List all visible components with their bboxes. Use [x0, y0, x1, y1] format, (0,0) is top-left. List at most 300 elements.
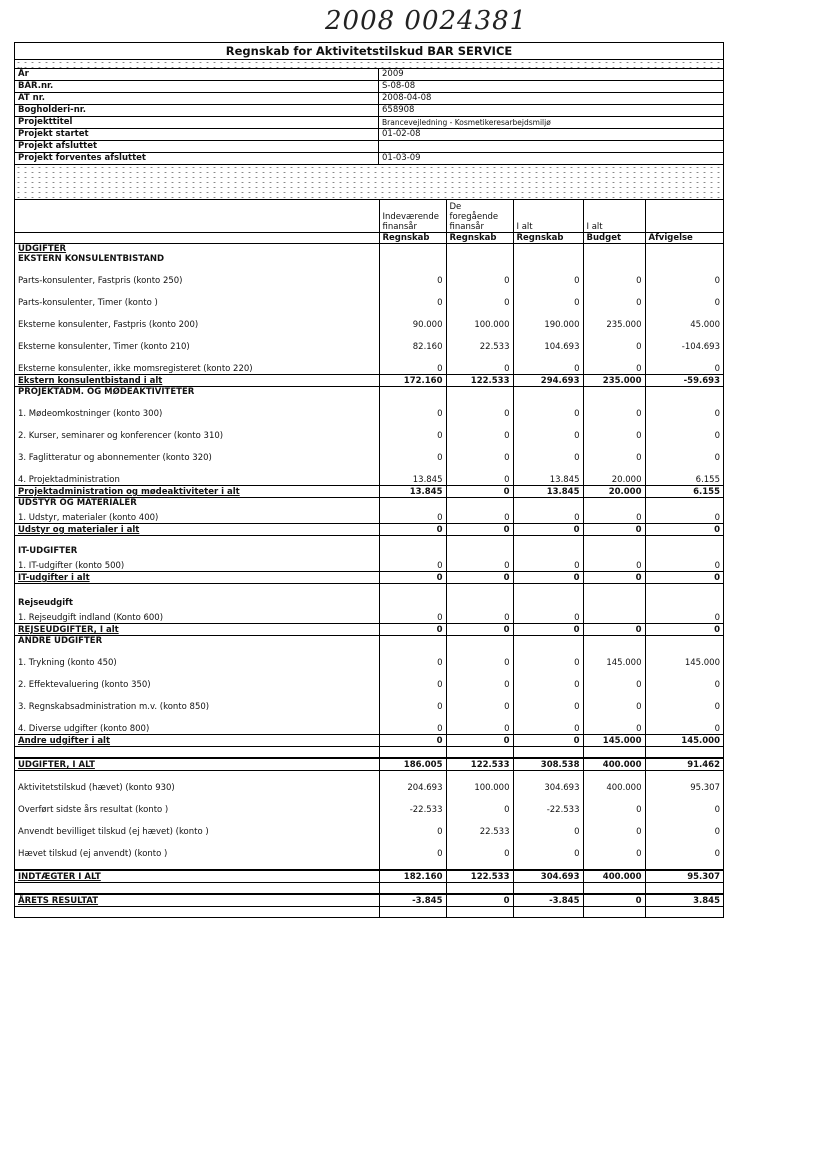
amount-cell: 0 — [645, 419, 723, 441]
amount-cell: 0 — [645, 264, 723, 286]
total-row — [15, 486, 723, 498]
handwritten-number: 2008 0024381 — [325, 6, 528, 36]
row-label: Aktivitetstilskud (hævet) (konto 930) — [18, 783, 175, 793]
amount-cell — [513, 883, 583, 895]
info-row — [15, 153, 723, 165]
amount-cell: 22.533 — [446, 330, 513, 352]
amount-cell: 0 — [446, 264, 513, 286]
amount-cell: -59.693 — [645, 375, 723, 387]
row-label — [15, 883, 379, 895]
scan-noise-band — [15, 165, 723, 200]
row-label: UDSTYR OG MATERIALER — [18, 498, 137, 508]
amount-cell: 104.693 — [513, 330, 583, 352]
amount-cell: 0 — [446, 572, 513, 584]
amount-cell — [379, 387, 446, 398]
row-label: Hævet tilskud (ej anvendt) (konto ) — [18, 849, 168, 859]
amount-cell — [379, 636, 446, 647]
amount-cell: 91.462 — [645, 758, 723, 771]
amount-cell: 0 — [645, 793, 723, 815]
amount-cell — [446, 883, 513, 895]
amount-cell: 0 — [583, 894, 645, 907]
amount-cell: 13.845 — [513, 486, 583, 498]
amount-cell: 0 — [379, 646, 446, 668]
amount-cell — [379, 546, 446, 556]
line-item-row — [15, 330, 723, 352]
amount-cell: 0 — [446, 608, 513, 624]
amount-cell: 0 — [645, 286, 723, 308]
section-heading-row — [15, 598, 723, 608]
amount-cell: 0 — [446, 524, 513, 536]
amount-cell: 0 — [583, 668, 645, 690]
info-label: Projekt forventes afsluttet — [15, 153, 379, 164]
amount-cell — [583, 584, 645, 599]
amount-cell — [645, 254, 723, 264]
line-item-row — [15, 556, 723, 572]
total-row — [15, 894, 723, 907]
row-label: 4. Projektadministration — [18, 475, 120, 485]
subheader-afvigelse: Afvigelse — [645, 233, 723, 244]
row-label: Parts-konsulenter, Fastpris (konto 250) — [18, 276, 183, 286]
amount-cell — [645, 536, 723, 547]
row-label: IT-UDGIFTER — [18, 546, 78, 556]
amount-cell: 0 — [379, 524, 446, 536]
amount-cell — [446, 636, 513, 647]
amount-cell: 0 — [645, 508, 723, 524]
header-blank — [15, 200, 379, 233]
row-label: 1. IT-udgifter (konto 500) — [18, 561, 125, 571]
amount-cell: 22.533 — [446, 815, 513, 837]
amount-cell: 0 — [379, 419, 446, 441]
amount-cell: 122.533 — [446, 758, 513, 771]
amount-cell: 0 — [513, 837, 583, 859]
amount-cell: -22.533 — [379, 793, 446, 815]
amount-cell: 0 — [513, 690, 583, 712]
amount-cell — [645, 636, 723, 647]
line-item-row — [15, 668, 723, 690]
amount-cell: 400.000 — [583, 758, 645, 771]
amount-cell — [446, 254, 513, 264]
column-header-row — [15, 200, 723, 233]
info-label: Projekttitel — [15, 117, 379, 128]
section-heading-row — [15, 498, 723, 509]
amount-cell: 0 — [379, 815, 446, 837]
amount-cell: 0 — [379, 572, 446, 584]
amount-cell: 0 — [645, 624, 723, 636]
row-label: Udstyr og materialer i alt — [15, 524, 379, 536]
amount-cell: -22.533 — [513, 793, 583, 815]
amount-cell: 0 — [583, 441, 645, 463]
amount-cell — [446, 546, 513, 556]
info-label: Bogholderi-nr. — [15, 105, 379, 116]
amount-cell — [583, 747, 645, 759]
amount-cell — [379, 498, 446, 509]
amount-cell: -3.845 — [513, 894, 583, 907]
amount-cell: 0 — [645, 608, 723, 624]
amount-cell: 190.000 — [513, 308, 583, 330]
row-label — [15, 584, 379, 599]
amount-cell — [583, 546, 645, 556]
col-header-deviation — [645, 200, 723, 233]
amount-cell — [446, 536, 513, 547]
total-row — [15, 572, 723, 584]
amount-cell: 0 — [513, 668, 583, 690]
row-label: 3. Faglitteratur og abonnementer (konto 320) — [18, 453, 212, 463]
section-heading-row — [15, 546, 723, 556]
total-row — [15, 870, 723, 883]
line-item-row — [15, 690, 723, 712]
amount-cell: 0 — [645, 397, 723, 419]
amount-cell — [513, 498, 583, 509]
amount-cell: 0 — [513, 352, 583, 375]
amount-cell: 0 — [379, 668, 446, 690]
row-label: IT-udgifter i alt — [15, 572, 379, 584]
total-row — [15, 524, 723, 536]
amount-cell: 0 — [513, 286, 583, 308]
col-header-current-year: Indeværende finansår — [379, 200, 446, 233]
amount-cell: 0 — [446, 397, 513, 419]
amount-cell: 0 — [583, 815, 645, 837]
amount-cell — [379, 536, 446, 547]
amount-cell — [513, 536, 583, 547]
amount-cell: 204.693 — [379, 771, 446, 794]
total-row — [15, 375, 723, 387]
amount-cell: 0 — [583, 837, 645, 859]
amount-cell: 0 — [645, 668, 723, 690]
row-label: Projektadministration og mødeaktiviteter i alt — [15, 486, 379, 498]
amount-cell — [645, 244, 723, 255]
amount-cell: 0 — [379, 397, 446, 419]
amount-cell: 0 — [583, 397, 645, 419]
row-label: Overført sidste års resultat (konto ) — [18, 805, 169, 815]
amount-cell: 0 — [583, 264, 645, 286]
amount-cell: 304.693 — [513, 771, 583, 794]
spacer-row — [15, 859, 723, 870]
amount-cell — [379, 598, 446, 608]
amount-cell: 304.693 — [513, 870, 583, 883]
row-label: 1. Udstyr, materialer (konto 400) — [18, 513, 159, 523]
info-label: AT nr. — [15, 93, 379, 104]
info-value: 01-03-09 — [382, 153, 421, 163]
line-item-row — [15, 286, 723, 308]
amount-cell: 122.533 — [446, 870, 513, 883]
amount-cell — [513, 598, 583, 608]
amount-cell — [583, 244, 645, 255]
amount-cell: 182.160 — [379, 870, 446, 883]
info-value — [379, 141, 723, 152]
amount-cell: 0 — [446, 419, 513, 441]
amount-cell: 13.845 — [379, 486, 446, 498]
row-label: REJSEUDGIFTER, I alt — [15, 624, 379, 636]
amount-cell: 0 — [645, 690, 723, 712]
row-label: Rejseudgift — [18, 598, 73, 608]
amount-cell: 0 — [583, 556, 645, 572]
amount-cell — [583, 859, 645, 870]
amount-cell — [583, 636, 645, 647]
amount-cell — [379, 254, 446, 264]
info-value: 2008-04-08 — [382, 93, 432, 103]
amount-cell: 0 — [583, 352, 645, 375]
amount-cell: 400.000 — [583, 771, 645, 794]
account-sheet — [14, 42, 724, 918]
line-item-row — [15, 771, 723, 794]
amount-cell: 0 — [446, 486, 513, 498]
amount-cell: 0 — [645, 572, 723, 584]
row-label: Eksterne konsulenter, ikke momsregisteret (konto 220) — [18, 364, 253, 374]
amount-cell: 0 — [446, 646, 513, 668]
amount-cell — [513, 254, 583, 264]
row-label: 3. Regnskabsadministration m.v. (konto 850) — [18, 702, 210, 712]
line-item-row — [15, 441, 723, 463]
amount-cell: 0 — [446, 712, 513, 735]
amount-cell: 145.000 — [645, 735, 723, 747]
row-label: Ekstern konsulentbistand i alt — [15, 375, 379, 387]
amount-cell: 90.000 — [379, 308, 446, 330]
amount-cell: 0 — [583, 286, 645, 308]
amount-cell: 6.155 — [645, 486, 723, 498]
line-item-row — [15, 419, 723, 441]
line-item-row — [15, 712, 723, 735]
subheader-budget: Budget — [583, 233, 645, 244]
amount-cell — [583, 598, 645, 608]
amount-cell: 0 — [645, 352, 723, 375]
amount-cell: 20.000 — [583, 463, 645, 486]
row-label: INDTÆGTER I ALT — [15, 870, 379, 883]
amount-cell — [583, 387, 645, 398]
amount-cell: 0 — [645, 815, 723, 837]
info-row — [15, 105, 723, 117]
amount-cell — [583, 907, 645, 918]
amount-cell — [513, 387, 583, 398]
col-header-total: I alt — [513, 200, 583, 233]
amount-cell: 0 — [513, 712, 583, 735]
amount-cell — [645, 907, 723, 918]
amount-cell: 0 — [583, 330, 645, 352]
amount-cell — [379, 907, 446, 918]
row-label: 1. Rejseudgift indland (Konto 600) — [18, 613, 164, 623]
info-row — [15, 69, 723, 81]
amount-cell — [645, 859, 723, 870]
row-label — [15, 536, 379, 547]
amount-cell: 0 — [379, 352, 446, 375]
amount-cell — [513, 907, 583, 918]
section-heading-row — [15, 254, 723, 264]
amount-cell — [513, 584, 583, 599]
amount-cell: 145.000 — [583, 646, 645, 668]
amount-cell: 82.160 — [379, 330, 446, 352]
amount-cell: 0 — [513, 572, 583, 584]
amount-cell: 0 — [513, 524, 583, 536]
amount-cell — [583, 498, 645, 509]
amount-cell: 0 — [446, 793, 513, 815]
amount-cell — [645, 598, 723, 608]
amount-cell: 0 — [446, 894, 513, 907]
info-row — [15, 93, 723, 105]
amount-cell: 0 — [379, 608, 446, 624]
amount-cell: 20.000 — [583, 486, 645, 498]
row-label — [15, 747, 379, 759]
amount-cell — [446, 498, 513, 509]
row-label: 2. Effektevaluering (konto 350) — [18, 680, 151, 690]
col-header-total-budget: I alt — [583, 200, 645, 233]
spacer-row — [15, 536, 723, 547]
info-value: 01-02-08 — [382, 129, 421, 139]
row-label: Eksterne konsulenter, Timer (konto 210) — [18, 342, 190, 352]
amount-cell: 0 — [446, 441, 513, 463]
amount-cell: 0 — [446, 690, 513, 712]
row-label: EKSTERN KONSULENTBISTAND — [18, 254, 165, 264]
scan-noise-band — [15, 60, 723, 69]
line-item-row — [15, 352, 723, 375]
line-item-row — [15, 608, 723, 624]
row-label: UDGIFTER — [18, 244, 67, 254]
amount-cell — [513, 244, 583, 255]
sheet-title: Regnskab for Aktivitetstilskud BAR SERVICE — [15, 43, 723, 60]
amount-cell: 400.000 — [583, 870, 645, 883]
amount-cell — [645, 747, 723, 759]
amount-cell: -3.845 — [379, 894, 446, 907]
row-label: Anvendt bevilliget tilskud (ej hævet) (konto ) — [18, 827, 209, 837]
amount-cell: 0 — [379, 837, 446, 859]
amount-cell — [645, 883, 723, 895]
amount-cell — [645, 546, 723, 556]
amount-cell — [379, 859, 446, 870]
amount-cell: 0 — [513, 556, 583, 572]
amount-cell: 0 — [379, 556, 446, 572]
spacer-row — [15, 907, 723, 918]
info-label: År — [15, 69, 379, 80]
line-item-row — [15, 308, 723, 330]
amount-cell: 0 — [379, 735, 446, 747]
total-row — [15, 735, 723, 747]
amount-cell: 0 — [645, 556, 723, 572]
amount-cell — [446, 598, 513, 608]
subheader-regnskab: Regnskab — [379, 233, 446, 244]
row-label: PROJEKTADM. OG MØDEAKTIVITETER — [18, 387, 195, 397]
amount-cell: 0 — [645, 441, 723, 463]
row-label: Parts-konsulenter, Timer (konto ) — [18, 298, 158, 308]
total-row — [15, 758, 723, 771]
amount-cell: 0 — [513, 735, 583, 747]
amount-cell — [446, 244, 513, 255]
spacer-row — [15, 883, 723, 895]
section-heading-row — [15, 244, 723, 255]
amount-cell — [583, 608, 645, 624]
amount-cell: 0 — [379, 712, 446, 735]
amount-cell: 0 — [379, 264, 446, 286]
amount-cell: 0 — [513, 419, 583, 441]
info-label: Projekt startet — [15, 129, 379, 140]
amount-cell: 0 — [513, 646, 583, 668]
amount-cell: 45.000 — [645, 308, 723, 330]
amount-cell: 0 — [583, 690, 645, 712]
amount-cell: 13.845 — [513, 463, 583, 486]
amount-cell: 0 — [446, 735, 513, 747]
row-label — [15, 859, 379, 870]
row-label: 1. Mødeomkostninger (konto 300) — [18, 409, 163, 419]
amount-cell — [446, 387, 513, 398]
row-label: UDGIFTER, I ALT — [15, 758, 379, 771]
line-item-row — [15, 463, 723, 486]
amount-cell — [513, 859, 583, 870]
amount-cell — [446, 907, 513, 918]
amount-cell — [379, 747, 446, 759]
amount-cell: 0 — [446, 286, 513, 308]
row-label: 4. Diverse udgifter (konto 800) — [18, 724, 150, 734]
section-heading-row — [15, 387, 723, 398]
amount-cell — [379, 244, 446, 255]
amount-cell — [446, 859, 513, 870]
info-value: 658908 — [382, 105, 415, 115]
amount-cell — [583, 536, 645, 547]
subheader-blank — [15, 233, 379, 244]
amount-cell: 0 — [513, 815, 583, 837]
amount-cell: 0 — [446, 668, 513, 690]
amount-cell — [379, 883, 446, 895]
amount-cell: 0 — [583, 712, 645, 735]
accounts-table — [15, 200, 723, 917]
info-row — [15, 141, 723, 153]
subheader-regnskab: Regnskab — [446, 233, 513, 244]
info-row — [15, 117, 723, 129]
row-label: Eksterne konsulenter, Fastpris (konto 200) — [18, 320, 199, 330]
amount-cell: 0 — [645, 712, 723, 735]
amount-cell: 294.693 — [513, 375, 583, 387]
amount-cell: 235.000 — [583, 375, 645, 387]
amount-cell: -104.693 — [645, 330, 723, 352]
amount-cell: 186.005 — [379, 758, 446, 771]
amount-cell: 0 — [446, 508, 513, 524]
amount-cell: 100.000 — [446, 308, 513, 330]
line-item-row — [15, 815, 723, 837]
line-item-row — [15, 793, 723, 815]
amount-cell: 145.000 — [645, 646, 723, 668]
amount-cell: 0 — [446, 463, 513, 486]
amount-cell — [645, 584, 723, 599]
amount-cell: 0 — [446, 624, 513, 636]
amount-cell: 100.000 — [446, 771, 513, 794]
project-info — [15, 69, 723, 165]
amount-cell: 0 — [446, 556, 513, 572]
amount-cell — [645, 387, 723, 398]
amount-cell: 0 — [446, 352, 513, 375]
row-label: ÅRETS RESULTAT — [15, 894, 379, 907]
subheader-regnskab: Regnskab — [513, 233, 583, 244]
amount-cell: 0 — [583, 624, 645, 636]
spacer-row — [15, 584, 723, 599]
line-item-row — [15, 837, 723, 859]
info-value: S-08-08 — [382, 81, 416, 91]
amount-cell: 0 — [446, 837, 513, 859]
line-item-row — [15, 508, 723, 524]
amount-cell — [513, 546, 583, 556]
line-item-row — [15, 646, 723, 668]
amount-cell: 0 — [513, 624, 583, 636]
amount-cell: 235.000 — [583, 308, 645, 330]
amount-cell: 145.000 — [583, 735, 645, 747]
amount-cell — [513, 747, 583, 759]
amount-cell — [513, 636, 583, 647]
amount-cell: 0 — [645, 524, 723, 536]
amount-cell — [379, 584, 446, 599]
info-label: Projekt afsluttet — [15, 141, 379, 152]
row-label: 1. Trykning (konto 450) — [18, 658, 117, 668]
amount-cell: 3.845 — [645, 894, 723, 907]
info-row — [15, 129, 723, 141]
amount-cell: 0 — [379, 286, 446, 308]
amount-cell: 0 — [513, 441, 583, 463]
section-heading-row — [15, 636, 723, 647]
column-subheader-row — [15, 233, 723, 244]
